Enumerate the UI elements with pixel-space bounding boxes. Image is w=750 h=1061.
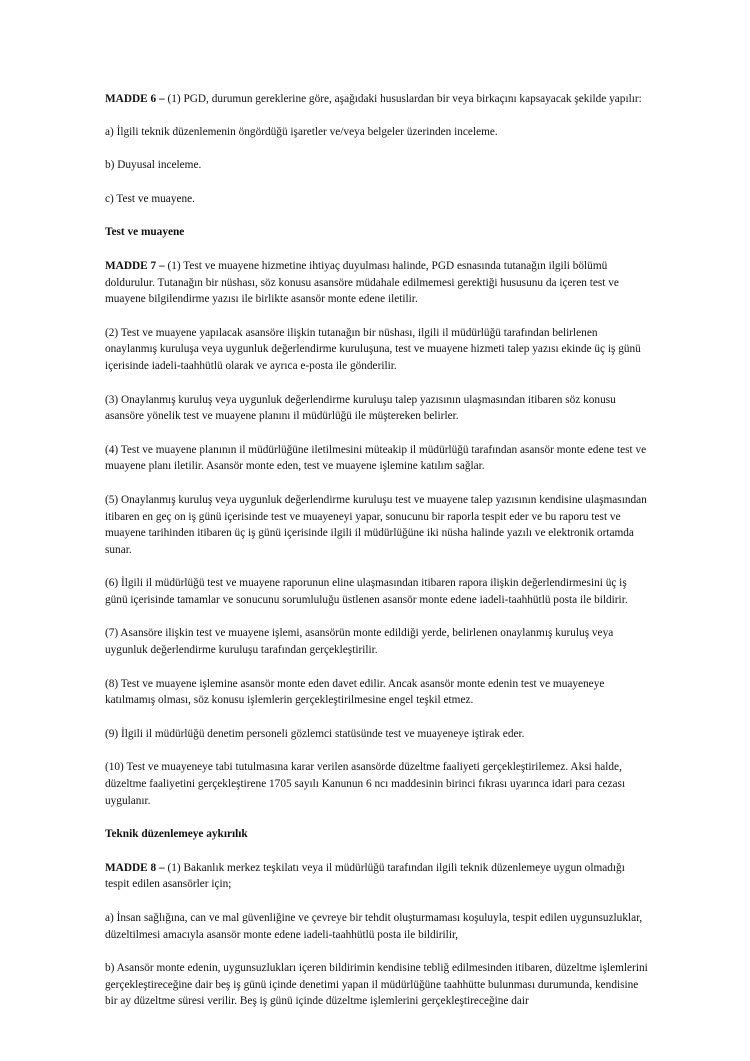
paragraph-7-5: (5) Onaylanmış kuruluş veya uygunluk değerlendirme kuruluşu test ve muayene talep yazısının kendisine ulaşmasından itibaren en geç on iş günü içerisinde test ve muayeneyi yapar, sonucunu bir raporla tespit eder ve bu raporu test ve muayene tarihinden itibaren üç iş günü içerisinde ilgili il müdürlüğüne iki nüsha halinde yazılı ve elektronik ortamda sunar. [105, 493, 647, 556]
article-label: MADDE 6 – [105, 93, 165, 105]
paragraph-8a: a) İnsan sağlığına, can ve mal güvenliğine ve çevreye bir tehdit oluşturmaması koşuluyla, tespit edilen uygunsuzluklar, düzeltilmesi amacıyla asansör monte edene iadeli-taahhütlü posta ile bildirilir, [105, 912, 643, 941]
paragraph-7-7: (7) Asansöre ilişkin test ve muayene işlemi, asansörün monte edildiği yerde, belirlenen onaylanmış kuruluş veya uygunluk değerlendirme kuruluşu tarafından gerçekleştirilir. [105, 627, 614, 657]
article-label: MADDE 7 – [105, 259, 165, 272]
paragraph-7-6: (6) İlgili il müdürlüğü test ve muayene raporunun eline ulaşmasından itibaren rapora ilişkin değerlendirmesini üç iş günü içerisinde tamamlar ve sonucunu sorumluluğu üstlenen asansör monte edene iadeli-taahhütlü posta ile bildirir. [105, 577, 628, 606]
article-label: MADDE 8 – [105, 861, 165, 874]
paragraph-6a: a) İlgili teknik düzenlemenin öngördüğü işaretler ve/veya belgeler üzerinden inceleme. [105, 125, 498, 138]
article-6 [105, 91, 650, 108]
article-text: (1) PGD, durumun gereklerine göre, aşağıdaki hususlardan bir veya birkaçını kapsayacak şekilde yapılır: [164, 93, 642, 105]
paragraph-6b: b) Duyusal inceleme. [105, 159, 202, 172]
section-heading-teknik-duzenlemeye-aykirilik: Teknik düzenlemeye aykırılık [105, 828, 248, 841]
paragraph-7-3: (3) Onaylanmış kuruluş veya uygunluk değerlendirme kuruluşu talep yazısının ulaşmasından itibaren söz konusu asansöre yönelik test ve muayene planını il müdürlüğü ile müştereken belirler. [105, 393, 616, 423]
paragraph-7-2: (2) Test ve muayene yapılacak asansöre ilişkin tutanağın bir nüshası, ilgili il müdürlüğü tarafından belirlenen onaylanmış kuruluşa veya uygunluk değerlendirme kuruluşuna, test ve muayene hizmeti talep yazısı ekinde üç iş günü içerisinde iadeli-taahhütlü olarak ve ayrıca e-posta ile gönderilir. [105, 326, 641, 372]
paragraph-7-4: (4) Test ve muayene planının il müdürlüğüne iletilmesini müteakip il müdürlüğü tarafından asansör monte edene test ve muayene planı iletilir. Asansör monte eden, test ve muayene işlemine katılım sağlar. [105, 443, 647, 473]
paragraph-6c: c) Test ve muayene. [105, 192, 195, 205]
document-body [105, 91, 650, 1010]
paragraph-7-10: (10) Test ve muayeneye tabi tutulmasına karar verilen asansörde düzeltme faaliyeti gerçekleştirilemez. Aksi halde, düzeltme faaliyetini gerçekleştirene 1705 sayılı Kanunun 6 ncı maddesinin birinci fıkrası uyarınca idari para cezası uygulanır. [105, 761, 626, 807]
section-heading-test-ve-muayene: Test ve muayene [105, 226, 185, 239]
article-text: (1) Bakanlık merkez teşkilatı veya il müdürlüğü tarafından ilgili teknik düzenlemeye uygun olmadığı tespit edilen asansörler için; [105, 861, 625, 891]
paragraph-7-9: (9) İlgili il müdürlüğü denetim personeli gözlemci statüsünde test ve muayeneye iştirak eder. [105, 727, 525, 740]
paragraph-8b: b) Asansör monte edenin, uygunsuzlukları içeren bildirimin kendisine tebliğ edilmesinden itibaren, düzeltme işlemlerini gerçekleştireceğine dair beş iş günü içinde denetimi yapan il müdürlüğüne taahhütte bulunması durumunda, kendisine bir ay düzeltme süresi verilir. Beş iş günü içinde düzeltme işlemlerini gerçekleştireceğine dair [105, 962, 648, 1008]
article-text: (1) Test ve muayene hizmetine ihtiyaç duyulması halinde, PGD esnasında tutanağın ilgili bölümü doldurulur. Tutanağın bir nüshası, söz konusu asansöre müdahale edilmemesi gerektiği hususunu da içeren test ve muayene bilgilendirme yazısı ile birlikte asansör monte edene iletilir. [105, 259, 619, 306]
paragraph-7-8: (8) Test ve muayene işlemine asansör monte eden davet edilir. Ancak asansör monte edenin test ve muayeneye katılmamış olması, söz konusu işlemlerin gerçekleştirilmesine engel teşkil etmez. [105, 677, 605, 707]
article-7 [105, 258, 650, 308]
article-8 [105, 860, 650, 893]
